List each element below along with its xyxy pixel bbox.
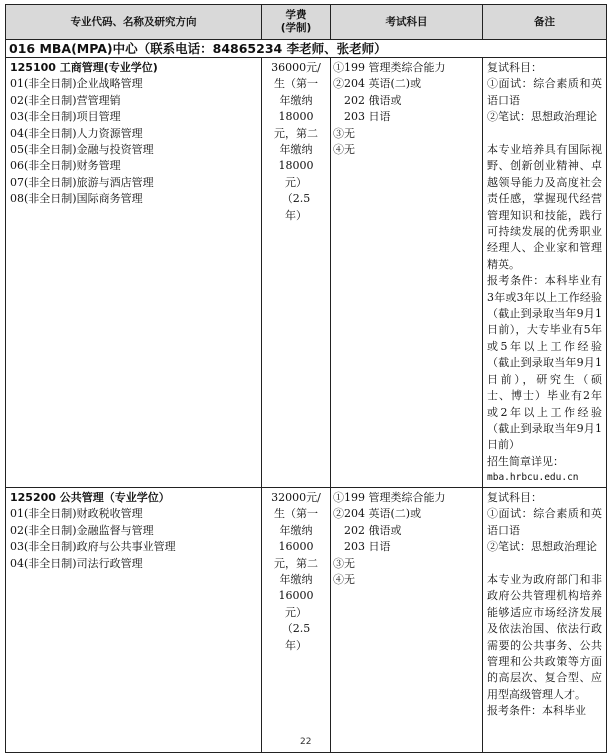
fee-line: 18000 — [278, 159, 314, 173]
program-notes-cell — [483, 58, 607, 488]
exam-item: ②204 英语(二)或 — [333, 507, 422, 521]
fee-line: 16000 — [278, 540, 314, 554]
program-exams-cell — [331, 488, 483, 753]
notes-retest-title: 复试科目： — [487, 61, 542, 74]
program-table — [5, 4, 607, 753]
fee-line: 年缴纳 — [279, 573, 313, 587]
program-exams-cell — [331, 58, 483, 488]
notes-url: mba.hrbcu.edu.cn — [487, 472, 579, 484]
exam-item: ④无 — [333, 573, 355, 587]
notes-intro: 本专业为政府部门和非政府公共管理机构培养能够适应市场经济发展及依法治国、依法行政需要的公共事务、公共管理和公共政策等方面的高层次、复合型、应用型高级管理人才。 — [487, 573, 602, 701]
program-code: 125200 公共管理（专业学位） — [10, 491, 170, 504]
department-row — [6, 40, 607, 58]
notes-requirements: 报考条件：本科毕业 — [487, 704, 586, 718]
notes-spacer — [487, 556, 602, 572]
fee-line: 18000 — [278, 110, 314, 124]
fee-line: 生（第一 — [274, 507, 318, 521]
fee-line: 16000 — [278, 589, 314, 603]
notes-interview: ①面试：综合素质和英语口语 — [487, 77, 602, 107]
notes-retest-title: 复试科目： — [487, 491, 542, 504]
direction-item: 03(非全日制)项目管理 — [10, 110, 121, 124]
fee-line: （2.5 — [281, 622, 311, 636]
direction-item: 03(非全日制)政府与公共事业管理 — [10, 540, 176, 554]
header-major: 专业代码、名称及研究方向 — [6, 5, 262, 40]
notes-written: ②笔试：思想政治理论 — [487, 540, 597, 554]
direction-item: 07(非全日制)旅游与酒店管理 — [10, 175, 154, 189]
department-title: 016 MBA(MPA)中心（联系电话：84865234 李老师、张老师） — [6, 40, 607, 58]
exam-item: ②204 英语(二)或 — [333, 77, 422, 91]
fee-line: 年） — [285, 638, 307, 652]
header-fee-line1: 学费 — [285, 9, 307, 21]
exam-item: 202 俄语或 — [344, 523, 402, 537]
notes-spacer — [487, 126, 602, 142]
exam-item: 203 日语 — [344, 540, 391, 554]
program-major-cell — [6, 58, 262, 488]
exam-item: ④无 — [333, 143, 355, 157]
direction-item: 06(非全日制)财务管理 — [10, 159, 121, 173]
direction-item: 04(非全日制)人力资源管理 — [10, 126, 143, 140]
fee-line: 元，第二 — [274, 126, 318, 140]
exam-item: ①199 管理类综合能力 — [333, 491, 446, 504]
fee-line: 年缴纳 — [279, 93, 313, 107]
header-exams: 考试科目 — [331, 5, 483, 40]
fee-line: （2.5 — [281, 192, 311, 206]
header-fee — [262, 5, 331, 40]
fee-line: 元） — [285, 605, 307, 619]
program-fee-cell — [262, 488, 331, 753]
fee-line: 年缴纳 — [279, 143, 313, 157]
program-major-cell — [6, 488, 262, 753]
notes-brochure: 招生简章详见： — [487, 454, 564, 468]
notes-written: ②笔试：思想政治理论 — [487, 110, 597, 124]
header-fee-line2: (学制) — [280, 22, 312, 34]
direction-item: 02(非全日制)金融监督与管理 — [10, 523, 154, 537]
program-row — [6, 58, 607, 488]
program-notes-cell — [483, 488, 607, 753]
exam-item: ③无 — [333, 126, 355, 140]
fee-line: 32000元/ — [271, 491, 321, 504]
direction-item: 08(非全日制)国际商务管理 — [10, 192, 143, 206]
program-code: 125100 工商管理(专业学位) — [10, 61, 158, 74]
table-header-row — [6, 5, 607, 40]
notes-interview: ①面试：综合素质和英语口语 — [487, 507, 602, 537]
notes-intro: 本专业培养具有国际视野、创新创业精神、卓越领导能力及高度社会责任感，掌握现代经营管理知识和技能，践行可持续发展的优秀职业经理人、企业家和管理精英。 — [487, 143, 602, 271]
direction-item: 01(非全日制)企业战略管理 — [10, 77, 143, 91]
direction-item: 05(非全日制)金融与投资管理 — [10, 143, 154, 157]
direction-item: 02(非全日制)营管理销 — [10, 93, 121, 107]
fee-line: 年缴纳 — [279, 523, 313, 537]
exam-item: 202 俄语或 — [344, 93, 402, 107]
page-number: 22 — [300, 737, 312, 747]
exam-item: ③无 — [333, 556, 355, 570]
direction-item: 01(非全日制)财政税收管理 — [10, 507, 143, 521]
fee-line: 年） — [285, 208, 307, 222]
header-notes: 备注 — [483, 5, 607, 40]
program-row — [6, 488, 607, 753]
program-fee-cell — [262, 58, 331, 488]
fee-line: 36000元/ — [271, 61, 321, 74]
notes-requirements: 报考条件：本科毕业有3年或3年以上工作经验（截止到录取当年9月1日前），大专毕业有5年或5年以上工作经验（截止到录取当年9月1日前），研究生（硕士、博士）毕业有2年或2年以上工作经验（截止到录取当年9月1日前） — [487, 274, 602, 452]
exam-item: 203 日语 — [344, 110, 391, 124]
fee-line: 生（第一 — [274, 77, 318, 91]
fee-line: 元，第二 — [274, 556, 318, 570]
exam-item: ①199 管理类综合能力 — [333, 61, 446, 74]
fee-line: 元） — [285, 175, 307, 189]
direction-item: 04(非全日制)司法行政管理 — [10, 556, 143, 570]
